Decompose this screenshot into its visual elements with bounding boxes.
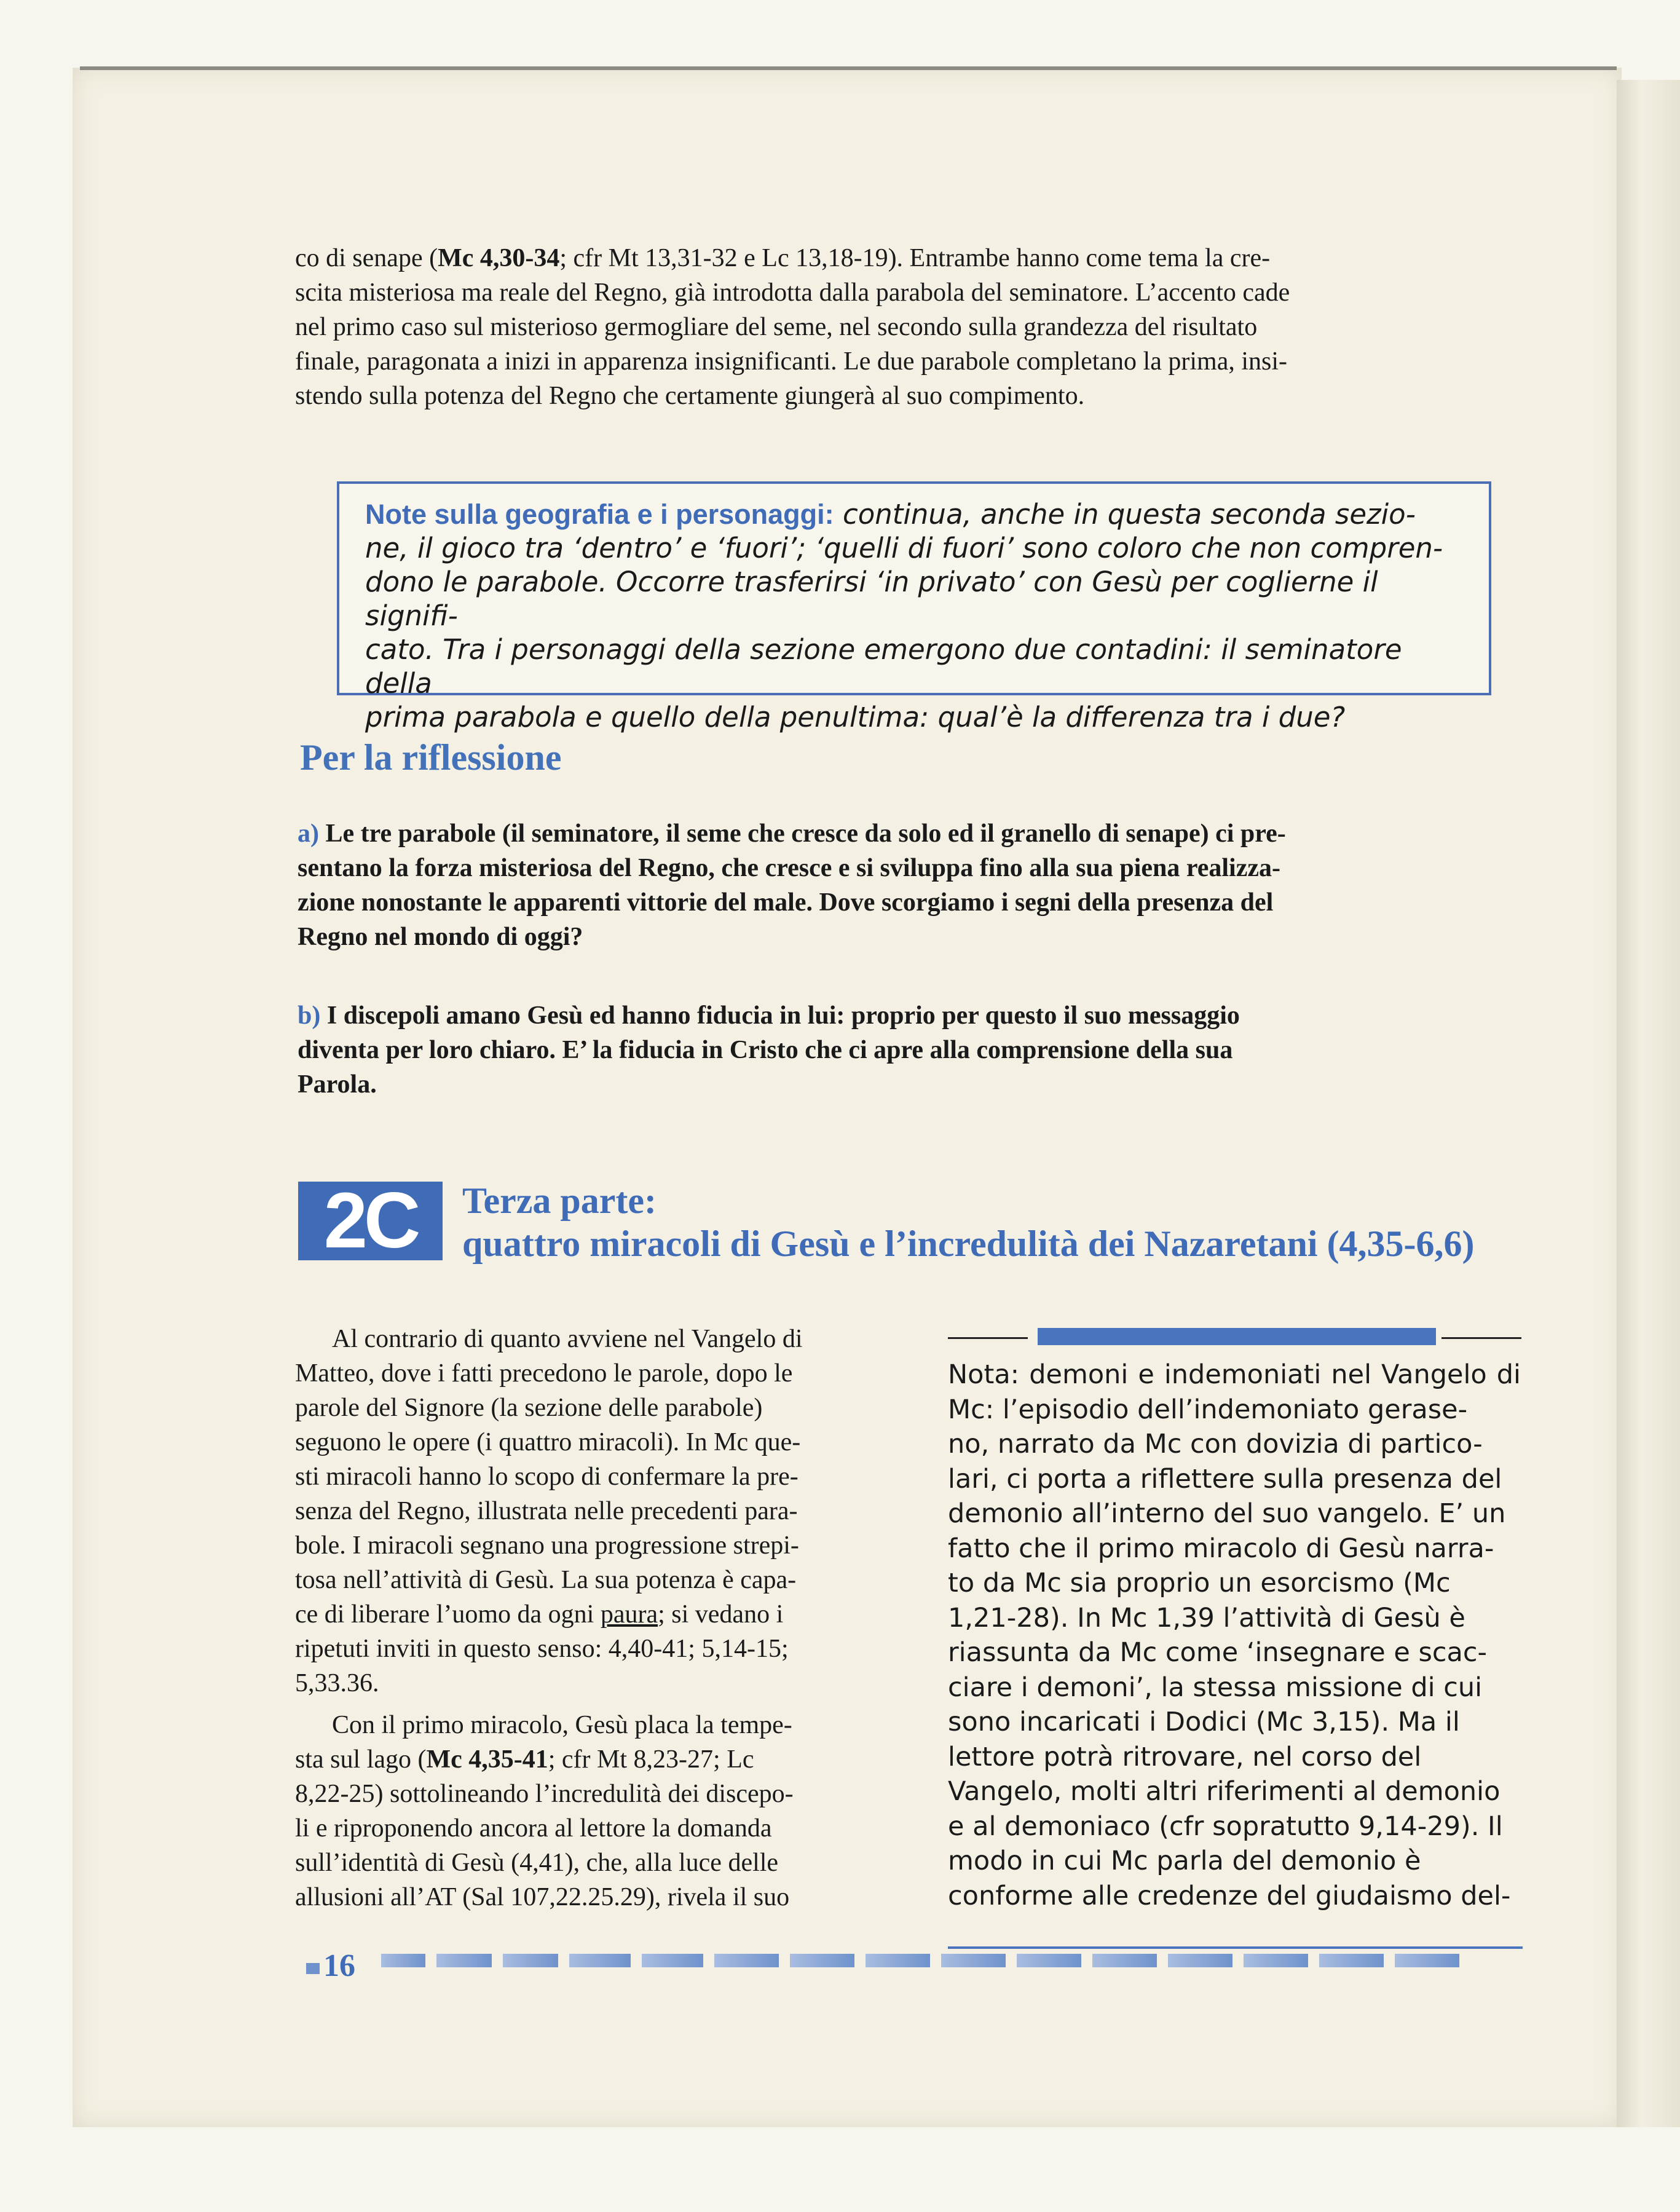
sidebar-line-last: conforme alle credenze del giudaismo del-: [948, 1880, 1511, 1911]
top-line-1: co di senape (Mc 4,30-34; cfr Mt 13,31-32 e Lc 13,18-19). Entrambe hanno come tema la cre-: [295, 244, 1271, 272]
note-line-2: ne, il gioco tra ‘dentro’ e ‘fuori’; ‘quelli di fuori’ sono coloro che non compren-: [365, 532, 1443, 564]
question-a-label: a): [298, 820, 319, 848]
top-line-5: stendo sulla potenza del Regno che certamente giungerà al suo compimento.: [295, 382, 1085, 410]
page-spine: [1617, 80, 1680, 2127]
sidebar-label: Nota: demoni e indemoniati nel Vangelo di Mc:: [948, 1359, 1521, 1425]
top-line-4: finale, paragonata a inizi in apparenza insignificanti. Le due parabole completano la prima, insi-: [295, 347, 1288, 376]
note-line-1: Note sulla geografia e i personaggi: continua, anche in questa seconda sezio-: [365, 498, 1416, 531]
left-paragraph-1: Al contrario di quanto avviene nel Vangelo di Matteo, dove i fatti precedono le parole, dopo le parole del Signore (la sezione delle parabole) seguono le opere (i quattro miracoli). In Mc que- sti miracoli hanno lo scopo di confermare la pre- senza del Regno, illustrata nelle precedenti para- bole. I miracoli segnano una progressione strepi- tosa nell’attività di Gesù. La sua potenza è capa- ce di liberare l’uomo da ogni paura; si vedano i ripetuti inviti in questo senso: 4,40-41; 5,14-15; 5,33.36.: [295, 1325, 803, 1697]
part-title: [462, 1179, 1475, 1265]
page-top-edge: [80, 66, 1617, 70]
sidebar-rule-left: [948, 1337, 1028, 1339]
part-title-line-1: Terza parte:: [462, 1180, 657, 1221]
geography-notes-box: [337, 481, 1491, 733]
footer-decorative-strip: [381, 1954, 1524, 1967]
sidebar-bottom-rule: [948, 1946, 1523, 1949]
reflection-heading: Per la riflessione: [300, 737, 562, 778]
part-title-line-2: quattro miracoli di Gesù e l’incredulità dei Nazaretani (4,35-6,6): [462, 1223, 1475, 1264]
question-b: b) I discepoli amano Gesù ed hanno fiducia in lui: proprio per questo il suo messaggio diventa per loro chiaro. E’ la fiducia in Cristo che ci apre alla comprensione della sua Parola.: [298, 1001, 1240, 1099]
top-line-3: nel primo caso sul misterioso germogliare del seme, nel secondo sulla grandezza del risultato: [295, 313, 1258, 341]
demons-note-sidebar: Nota: demoni e indemoniati nel Vangelo di Mc: l’episodio dell’indemoniato gerase- no, narrato da Mc con dovizia di partico- lari, ci porta a riflettere sulla presenza del demonio all’interno del suo vangelo. E’ un fatto che il primo miracolo di Gesù narra- to da Mc sia proprio un esorcismo (Mc 1,21-28). In Mc 1,39 l’attività di Gesù è riassunta da Mc come ‘insegnare e scac- ciare i demoni’, la stessa missione di cui sono incaricati i Dodici (Mc 3,15). Ma il lettore potrà ritrovare, nel corso del Vangelo, molti altri riferimenti al demonio e al demoniaco (cfr sopratutto 9,14-29). Il modo in cui Mc parla del demonio è conforme alle credenze del giudaismo del-: [948, 1357, 1521, 1913]
question-b-label: b): [298, 1001, 321, 1030]
sidebar-rule-right: [1441, 1337, 1521, 1339]
note-line-4: cato. Tra i personaggi della sezione emergono due contadini: il seminatore della: [365, 633, 1402, 700]
sidebar-top-bar: [1038, 1328, 1436, 1345]
underlined-word: paura: [600, 1600, 658, 1629]
sidebar-line-1: Nota: demoni e indemoniati nel Vangelo di Mc: l’episodio dell’indemoniato gerase-: [948, 1359, 1521, 1425]
part-badge: 2C: [298, 1182, 443, 1260]
note-line-3: dono le parabole. Occorre trasferirsi ‘in privato’ con Gesù per coglierne il signifi-: [365, 566, 1378, 632]
note-label: Note sulla geografia e i personaggi:: [365, 499, 834, 530]
question-a: a) Le tre parabole (il seminatore, il seme che cresce da solo ed il granello di senape) ci pre- sentano la forza misteriosa del Regno, che cresce e si sviluppa fino alla sua piena realizza- zione nonostante le apparenti vittorie del male. Dove scorgiamo i segni della presenza del Regno nel mondo di oggi?: [298, 820, 1286, 951]
page-number-marker: [306, 1963, 320, 1974]
left-paragraph-2: Con il primo miracolo, Gesù placa la tempe- sta sul lago (Mc 4,35-41; cfr Mt 8,23-27; Lc 8,22-25) sottolineando l’incredulità dei discepo- li e riproponendo ancora al lettore la domanda sull’identità di Gesù (4,41), che, alla luce delle allusioni all’AT (Sal 107,22.25.29), rivela il suo: [295, 1711, 794, 1911]
top-paragraph: [295, 241, 1524, 413]
note-line-5: prima parabola e quello della penultima: qual’è la differenza tra i due?: [365, 701, 1346, 733]
left-column: [295, 1322, 910, 1914]
top-line-2: scita misteriosa ma reale del Regno, già introdotta dalla parabola del seminatore. L’accento cade: [295, 278, 1290, 307]
page-number: 16: [306, 1948, 355, 1984]
